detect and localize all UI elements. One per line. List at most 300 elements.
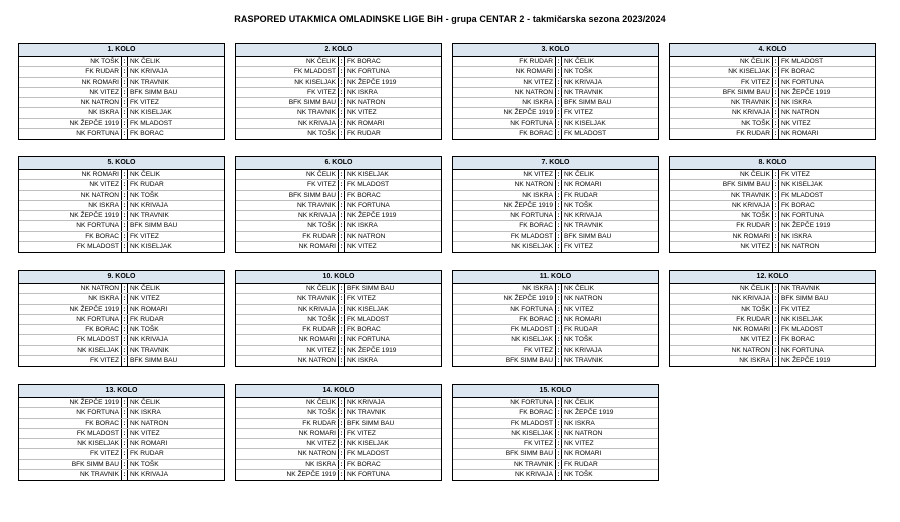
match-row [670, 346, 875, 356]
round-table [235, 156, 442, 253]
match-row [236, 201, 441, 211]
match-separator: : [556, 98, 562, 107]
match-separator: : [773, 356, 779, 366]
match-separator: : [556, 346, 562, 355]
away-team: NK KRIVAJA [130, 201, 168, 209]
home-team: NK ROMARI [670, 325, 773, 334]
away-team: FK RUDAR [130, 315, 164, 323]
home-team: NK KISELJAK [19, 439, 122, 448]
match-separator: : [773, 325, 779, 334]
home-team: FK BORAC [453, 221, 556, 230]
match-separator: : [122, 242, 128, 252]
match-separator: : [122, 294, 128, 303]
home-team: NK TOŠK [670, 211, 773, 220]
match-row [670, 221, 875, 231]
home-team: NK ŽEPČE 1919 [453, 108, 556, 117]
away-team: NK ROMARI [130, 440, 168, 447]
round-header: 8. KOLO [670, 157, 875, 170]
home-team: FK MLADOST [453, 325, 556, 334]
away-team: BFK SIMM BAU [130, 222, 178, 230]
match-separator: : [339, 325, 345, 334]
match-separator: : [339, 98, 345, 107]
home-team: FK BORAC [19, 325, 122, 334]
home-team: FK BORAC [453, 315, 556, 324]
away-team: FK BORAC [347, 460, 381, 468]
match-row [670, 78, 875, 88]
away-team: NK KISELJAK [781, 315, 823, 323]
match-separator: : [339, 191, 345, 200]
away-team: NK ČELIK [130, 285, 161, 292]
home-team: NK TRAVNIK [236, 201, 339, 210]
match-separator: : [556, 242, 562, 252]
away-team: NK TRAVNIK [781, 285, 820, 292]
away-team: BFK SIMM BAU [781, 295, 829, 303]
match-separator: : [339, 201, 345, 210]
match-separator: : [122, 232, 128, 241]
match-row [236, 242, 441, 252]
match-row [236, 449, 441, 459]
home-team: FK MLADOST [19, 429, 122, 438]
match-separator: : [122, 98, 128, 107]
away-team: FK BORAC [347, 326, 381, 333]
match-separator: : [122, 57, 128, 66]
match-row [453, 419, 658, 429]
home-team: FK MLADOST [19, 335, 122, 344]
home-team: FK RUDAR [670, 129, 773, 139]
match-separator: : [773, 57, 779, 66]
away-team: FK VITEZ [347, 295, 376, 303]
match-separator: : [556, 460, 562, 469]
match-separator: : [122, 439, 128, 448]
match-separator: : [339, 439, 345, 448]
home-team: BFK SIMM BAU [453, 449, 556, 458]
match-separator: : [122, 221, 128, 230]
away-team: NK VITEZ [564, 440, 594, 447]
home-team: NK ISKRA [236, 460, 339, 469]
round-header: 2. KOLO [236, 44, 441, 57]
away-team: NK FORTUNA [781, 212, 824, 219]
home-team: BFK SIMM BAU [453, 356, 556, 366]
away-team: NK ROMARI [130, 305, 168, 313]
away-team: NK VITEZ [130, 295, 160, 303]
home-team: BFK SIMM BAU [670, 88, 773, 97]
away-team: NK ČELIK [130, 171, 161, 178]
match-row [670, 242, 875, 252]
match-row [19, 88, 224, 98]
match-separator: : [556, 449, 562, 458]
match-separator: : [339, 180, 345, 189]
away-team: NK KISELJAK [130, 242, 172, 250]
home-team: FK BORAC [19, 232, 122, 241]
away-team: NK KISELJAK [347, 305, 389, 313]
match-separator: : [773, 201, 779, 210]
away-team: NK ISKRA [781, 232, 812, 240]
home-team: NK TOŠK [236, 315, 339, 324]
match-row [19, 315, 224, 325]
home-team: NK ČELIK [670, 170, 773, 179]
away-team: BFK SIMM BAU [130, 88, 178, 96]
match-row [453, 57, 658, 67]
away-team: NK ŽEPČE 1919 [347, 78, 397, 86]
home-team: NK KRIVAJA [453, 470, 556, 480]
away-team: NK ROMARI [781, 129, 819, 137]
match-row [453, 88, 658, 98]
match-row [670, 211, 875, 221]
away-team: FK MLADOST [347, 181, 390, 189]
match-separator: : [556, 429, 562, 438]
home-team: NK KISELJAK [19, 346, 122, 355]
away-team: NK ŽEPČE 1919 [347, 212, 397, 219]
away-team: NK KRIVAJA [564, 212, 602, 219]
match-row [453, 449, 658, 459]
match-row [19, 242, 224, 252]
home-team: NK TOŠK [236, 408, 339, 417]
match-row [19, 129, 224, 139]
round-header: 4. KOLO [670, 44, 875, 57]
match-separator: : [773, 346, 779, 355]
away-team: NK TOŠK [564, 68, 593, 76]
match-separator: : [339, 78, 345, 87]
home-team: NK FORTUNA [453, 398, 556, 407]
away-team: NK ČELIK [130, 58, 161, 65]
home-team: FK MLADOST [236, 67, 339, 76]
away-team: FK VITEZ [781, 305, 810, 313]
home-team: NK NATRON [453, 88, 556, 97]
match-row [670, 57, 875, 67]
home-team: NK TOŠK [670, 119, 773, 128]
away-team: FK RUDAR [130, 450, 164, 458]
match-row [236, 429, 441, 439]
away-team: NK KRIVAJA [564, 346, 602, 354]
match-separator: : [339, 57, 345, 66]
away-team: NK KRIVAJA [130, 68, 168, 76]
match-separator: : [122, 325, 128, 334]
match-row [453, 67, 658, 77]
home-team: BFK SIMM BAU [236, 191, 339, 200]
match-row [19, 119, 224, 129]
home-team: NK KRIVAJA [236, 211, 339, 220]
away-team: NK TOŠK [564, 336, 593, 344]
match-row [236, 211, 441, 221]
match-row [236, 408, 441, 418]
away-team: NK TRAVNIK [564, 222, 603, 230]
away-team: NK NATRON [130, 419, 169, 427]
match-row [670, 191, 875, 201]
away-team: NK TRAVNIK [130, 346, 169, 354]
home-team: NK NATRON [236, 356, 339, 366]
away-team: NK FORTUNA [347, 201, 390, 209]
match-separator: : [556, 221, 562, 230]
match-row [236, 325, 441, 335]
away-team: FK RUDAR [564, 326, 598, 333]
match-row [453, 305, 658, 315]
match-row [236, 470, 441, 480]
away-team: FK RUDAR [130, 181, 164, 189]
match-row [19, 57, 224, 67]
round-table [18, 270, 225, 367]
match-row [670, 88, 875, 98]
home-team: FK MLADOST [19, 242, 122, 252]
match-row [670, 67, 875, 77]
home-team: NK ČELIK [236, 398, 339, 407]
home-team: FK RUDAR [453, 57, 556, 66]
home-team: NK ISKRA [453, 191, 556, 200]
match-separator: : [556, 284, 562, 293]
match-row [453, 346, 658, 356]
match-separator: : [122, 67, 128, 76]
home-team: NK NATRON [19, 191, 122, 200]
home-team: NK NATRON [19, 98, 122, 107]
away-team: NK FORTUNA [781, 346, 824, 354]
match-row [236, 170, 441, 180]
match-separator: : [339, 170, 345, 179]
match-row [19, 335, 224, 345]
away-team: NK NATRON [564, 429, 603, 437]
home-team: NK ISKRA [453, 98, 556, 107]
away-team: FK VITEZ [130, 99, 159, 106]
home-team: NK FORTUNA [19, 129, 122, 139]
away-team: NK TRAVNIK [564, 88, 603, 96]
match-separator: : [556, 232, 562, 241]
home-team: NK KISELJAK [453, 242, 556, 252]
away-team: NK TRAVNIK [130, 212, 169, 219]
match-row [19, 419, 224, 429]
match-row [670, 315, 875, 325]
home-team: NK ŽEPČE 1919 [19, 211, 122, 220]
match-row [670, 170, 875, 180]
away-team: NK VITEZ [347, 109, 377, 117]
round-header: 15. KOLO [453, 385, 658, 398]
home-team: NK TRAVNIK [670, 191, 773, 200]
home-team: NK NATRON [670, 346, 773, 355]
away-team: NK ŽEPČE 1919 [781, 356, 831, 364]
match-row [670, 232, 875, 242]
away-team: BFK SIMM BAU [347, 285, 395, 292]
away-team: FK VITEZ [130, 232, 159, 240]
match-row [236, 284, 441, 294]
away-team: NK NATRON [781, 242, 820, 250]
home-team: NK KISELJAK [236, 78, 339, 87]
match-row [453, 119, 658, 129]
match-separator: : [339, 356, 345, 366]
away-team: NK ISKRA [130, 409, 161, 417]
match-row [19, 470, 224, 480]
away-team: NK TRAVNIK [130, 78, 169, 86]
match-row [670, 325, 875, 335]
match-row [19, 170, 224, 180]
match-row [19, 460, 224, 470]
match-separator: : [339, 119, 345, 128]
home-team: NK ČELIK [236, 57, 339, 66]
match-separator: : [122, 191, 128, 200]
home-team: NK ŽEPČE 1919 [19, 305, 122, 314]
home-team: NK KRIVAJA [236, 119, 339, 128]
home-team: NK KRIVAJA [670, 201, 773, 210]
home-team: NK ISKRA [453, 284, 556, 293]
home-team: NK VITEZ [236, 439, 339, 448]
away-team: NK NATRON [347, 99, 386, 106]
away-team: FK MLADOST [347, 315, 390, 323]
home-team: FK VITEZ [19, 449, 122, 458]
match-row [670, 356, 875, 366]
match-row [453, 78, 658, 88]
match-separator: : [556, 191, 562, 200]
home-team: FK RUDAR [236, 232, 339, 241]
match-row [453, 221, 658, 231]
home-team: NK ISKRA [19, 108, 122, 117]
away-team: NK ISKRA [781, 99, 812, 106]
match-row [453, 294, 658, 304]
match-separator: : [556, 67, 562, 76]
away-team: FK VITEZ [347, 429, 376, 437]
round-table [18, 43, 225, 140]
match-separator: : [122, 180, 128, 189]
home-team: NK ROMARI [670, 232, 773, 241]
round-header: 6. KOLO [236, 157, 441, 170]
match-row [453, 439, 658, 449]
match-row [670, 305, 875, 315]
match-row [236, 460, 441, 470]
round-table [669, 156, 876, 253]
match-row [670, 180, 875, 190]
round-table [669, 43, 876, 140]
away-team: FK MLADOST [781, 326, 824, 333]
match-separator: : [773, 335, 779, 344]
away-team: FK VITEZ [781, 171, 810, 178]
home-team: NK ROMARI [19, 170, 122, 179]
match-separator: : [122, 129, 128, 139]
match-separator: : [339, 335, 345, 344]
round-table [235, 43, 442, 140]
match-row [670, 284, 875, 294]
match-separator: : [339, 398, 345, 407]
match-separator: : [122, 284, 128, 293]
match-separator: : [339, 88, 345, 97]
match-separator: : [122, 460, 128, 469]
match-separator: : [773, 211, 779, 220]
away-team: NK TRAVNIK [564, 356, 603, 364]
home-team: NK VITEZ [670, 335, 773, 344]
match-row [19, 98, 224, 108]
match-separator: : [339, 449, 345, 458]
match-separator: : [122, 408, 128, 417]
match-row [453, 180, 658, 190]
away-team: NK ČELIK [564, 58, 595, 65]
home-team: NK NATRON [19, 284, 122, 293]
round-header: 5. KOLO [19, 157, 224, 170]
match-row [236, 88, 441, 98]
match-separator: : [339, 419, 345, 428]
away-team: NK ŽEPČE 1919 [347, 346, 397, 354]
match-row [19, 356, 224, 366]
home-team: NK FORTUNA [453, 211, 556, 220]
home-team: FK RUDAR [670, 221, 773, 230]
away-team: BFK SIMM BAU [564, 232, 612, 240]
match-row [453, 470, 658, 480]
match-row [236, 294, 441, 304]
home-team: NK FORTUNA [19, 315, 122, 324]
home-team: FK VITEZ [236, 88, 339, 97]
match-row [236, 57, 441, 67]
home-team: NK NATRON [236, 449, 339, 458]
away-team: NK TOŠK [130, 326, 159, 333]
match-separator: : [773, 305, 779, 314]
home-team: NK KISELJAK [453, 335, 556, 344]
match-row [453, 356, 658, 366]
match-separator: : [122, 201, 128, 210]
match-row [19, 67, 224, 77]
match-separator: : [556, 78, 562, 87]
away-team: NK ISKRA [347, 222, 378, 230]
match-row [236, 129, 441, 139]
match-separator: : [556, 398, 562, 407]
match-row [19, 408, 224, 418]
home-team: NK ISKRA [19, 201, 122, 210]
match-row [19, 180, 224, 190]
home-team: NK TOŠK [236, 221, 339, 230]
home-team: NK KISELJAK [670, 67, 773, 76]
match-separator: : [122, 305, 128, 314]
match-row [453, 242, 658, 252]
home-team: NK TRAVNIK [236, 108, 339, 117]
away-team: NK KISELJAK [347, 171, 389, 178]
home-team: FK VITEZ [453, 346, 556, 355]
match-separator: : [556, 119, 562, 128]
home-team: NK VITEZ [453, 170, 556, 179]
match-row [236, 180, 441, 190]
away-team: FK BORAC [347, 191, 381, 199]
away-team: FK MLADOST [781, 58, 824, 65]
home-team: NK ŽEPČE 1919 [19, 398, 122, 407]
match-row [236, 346, 441, 356]
match-separator: : [773, 232, 779, 241]
match-separator: : [122, 170, 128, 179]
away-team: NK ČELIK [130, 399, 161, 406]
away-team: NK TOŠK [564, 470, 593, 478]
match-separator: : [122, 449, 128, 458]
match-separator: : [122, 419, 128, 428]
home-team: FK VITEZ [19, 356, 122, 366]
match-separator: : [339, 284, 345, 293]
home-team: NK TRAVNIK [670, 98, 773, 107]
match-separator: : [122, 429, 128, 438]
away-team: NK KISELJAK [130, 109, 172, 117]
away-team: NK ŽEPČE 1919 [781, 222, 831, 230]
away-team: NK FORTUNA [347, 336, 390, 344]
match-row [19, 108, 224, 118]
away-team: NK VITEZ [130, 429, 160, 437]
match-row [453, 232, 658, 242]
match-row [453, 284, 658, 294]
home-team: FK VITEZ [236, 180, 339, 189]
home-team: FK RUDAR [236, 419, 339, 428]
match-separator: : [122, 119, 128, 128]
home-team: BFK SIMM BAU [19, 460, 122, 469]
away-team: NK VITEZ [347, 242, 377, 250]
round-table [235, 384, 442, 481]
home-team: NK VITEZ [236, 346, 339, 355]
home-team: FK MLADOST [453, 232, 556, 241]
home-team: NK VITEZ [19, 88, 122, 97]
match-row [453, 335, 658, 345]
match-row [19, 305, 224, 315]
home-team: NK ISKRA [19, 294, 122, 303]
home-team: NK TRAVNIK [453, 460, 556, 469]
away-team: NK TOŠK [130, 460, 159, 468]
away-team: NK VITEZ [564, 305, 594, 313]
home-team: NK TRAVNIK [236, 294, 339, 303]
away-team: NK ČELIK [564, 285, 595, 292]
